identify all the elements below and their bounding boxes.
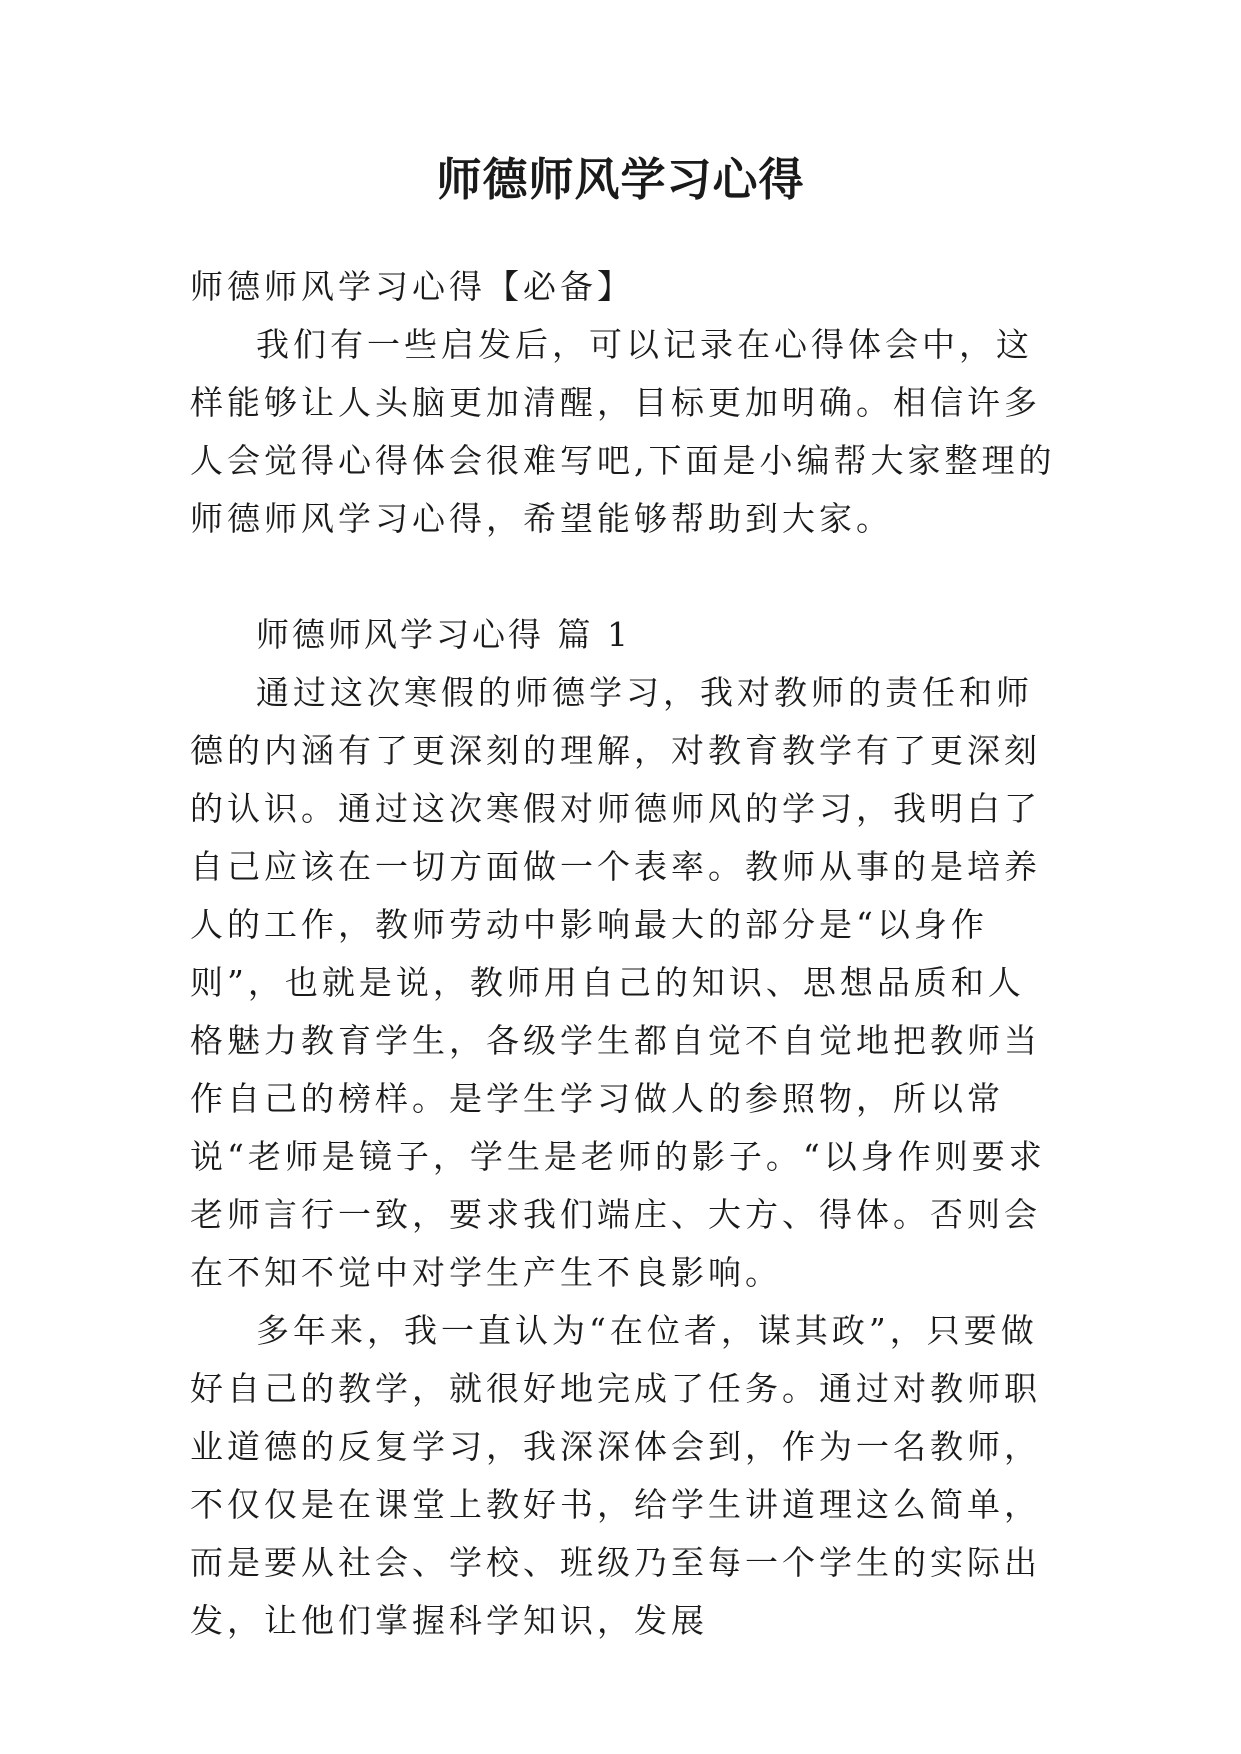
intro-paragraph: 我们有一些启发后，可以记录在心得体会中，这样能够让人头脑更加清醒，目标更加明确。相信许多人会觉得心得体会很难写吧,下面是小编帮大家整理的师德师风学习心得，希望能够帮助到大家。 [190, 325, 1056, 538]
document-subtitle: 师德师风学习心得【必备】 [190, 267, 634, 306]
section-heading: 师德师风学习心得 篇 1 [256, 615, 631, 654]
document-body [190, 258, 1060, 1650]
body-paragraph-2: 多年来，我一直认为“在位者，谋其政”，只要做好自己的教学，就很好地完成了任务。通过对教师职业道德的反复学习，我深深体会到，作为一名教师，不仅仅是在课堂上教好书，给学生讲道理这么简单，而是要从社会、学校、班级乃至每一个学生的实际出发，让他们掌握科学知识，发展 [190, 1311, 1041, 1640]
body-paragraph-1: 通过这次寒假的师德学习，我对教师的责任和师德的内涵有了更深刻的理解，对教育教学有了更深刻的认识。通过这次寒假对师德师风的学习，我明白了自己应该在一切方面做一个表率。教师从事的是培养人的工作，教师劳动中影响最大的部分是“以身作则”，也就是说，教师用自己的知识、思想品质和人格魅力教育学生，各级学生都自觉不自觉地把教师当作自己的榜样。是学生学习做人的参照物，所以常说“老师是镜子，学生是老师的影子。“以身作则要求老师言行一致，要求我们端庄、大方、得体。否则会在不知不觉中对学生产生不良影响。 [190, 673, 1046, 1292]
document-title: 师德师风学习心得 [436, 153, 805, 206]
